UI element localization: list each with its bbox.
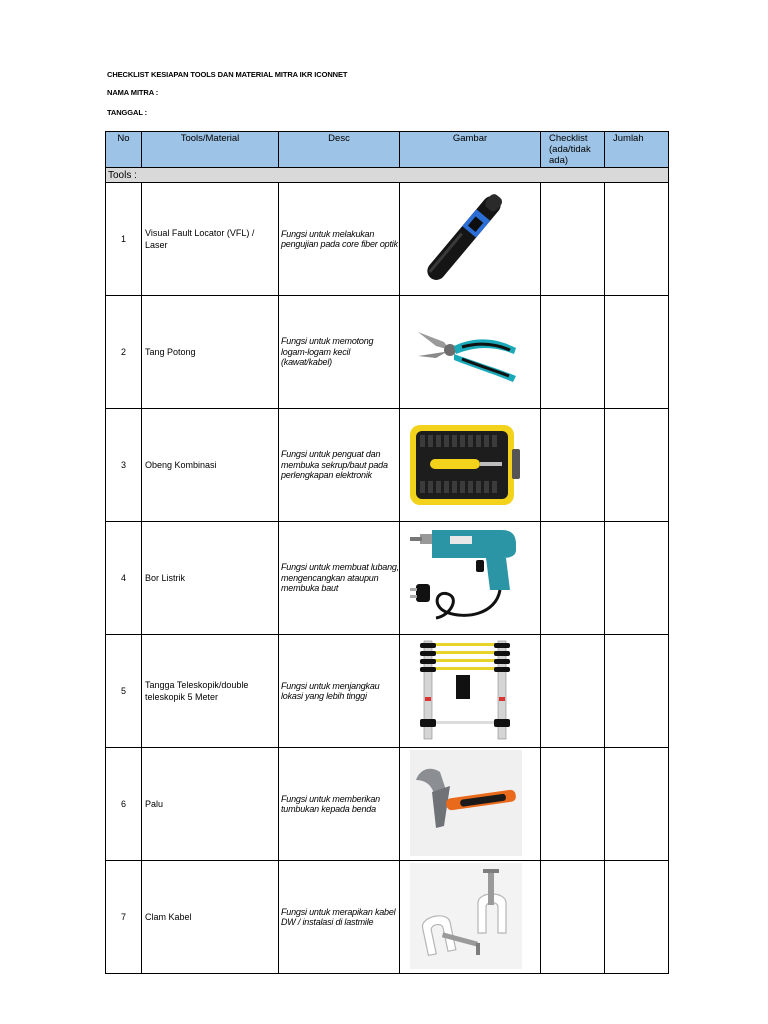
table-header-row xyxy=(106,132,669,168)
vfl-laser-pen-icon xyxy=(406,185,522,291)
tool-desc: Fungsi untuk memotong logam-logam kecil (kawat/kabel) xyxy=(279,296,400,409)
jumlah-cell[interactable] xyxy=(605,522,669,635)
table-row xyxy=(106,183,669,296)
electric-drill-icon xyxy=(406,524,522,630)
col-header-gambar: Gambar xyxy=(400,132,541,168)
checklist-cell[interactable] xyxy=(541,635,605,748)
jumlah-cell[interactable] xyxy=(605,296,669,409)
screwdriver-set-icon xyxy=(406,411,522,517)
checklist-cell[interactable] xyxy=(541,183,605,296)
col-header-tools: Tools/Material xyxy=(142,132,279,168)
jumlah-cell[interactable] xyxy=(605,409,669,522)
tool-desc: Fungsi untuk menjangkau lokasi yang lebih tinggi xyxy=(279,635,400,748)
col-header-jumlah: Jumlah xyxy=(605,132,669,168)
tool-desc: Fungsi untuk membuat lubang, mengencangkan ataupun membuka baut xyxy=(279,522,400,635)
table-row xyxy=(106,522,669,635)
col-header-checklist: Checklist (ada/tidak ada) xyxy=(541,132,605,168)
row-number: 3 xyxy=(106,409,142,522)
nama-mitra-label: NAMA MITRA : xyxy=(107,88,159,97)
tool-desc: Fungsi untuk melakukan pengujian pada core fiber optik xyxy=(279,183,400,296)
tool-desc: Fungsi untuk penguat dan membuka sekrup/baut pada perlengkapan elektronik xyxy=(279,409,400,522)
telescopic-ladder-icon xyxy=(406,637,522,743)
tool-name: Obeng Kombinasi xyxy=(142,409,279,522)
table-row xyxy=(106,861,669,974)
row-number: 1 xyxy=(106,183,142,296)
checklist-cell[interactable] xyxy=(541,296,605,409)
col-header-desc: Desc xyxy=(279,132,400,168)
row-number: 2 xyxy=(106,296,142,409)
hammer-icon xyxy=(406,750,522,856)
tanggal-label: TANGGAL : xyxy=(107,108,148,117)
table-row xyxy=(106,635,669,748)
tool-name: Clam Kabel xyxy=(142,861,279,974)
col-header-no: No xyxy=(106,132,142,168)
section-tools-label: Tools : xyxy=(106,168,669,183)
jumlah-cell[interactable] xyxy=(605,635,669,748)
jumlah-cell[interactable] xyxy=(605,183,669,296)
checklist-cell[interactable] xyxy=(541,861,605,974)
checklist-cell[interactable] xyxy=(541,748,605,861)
checklist-cell[interactable] xyxy=(541,522,605,635)
jumlah-cell[interactable] xyxy=(605,748,669,861)
table-row xyxy=(106,748,669,861)
jumlah-cell[interactable] xyxy=(605,861,669,974)
document-title: CHECKLIST KESIAPAN TOOLS DAN MATERIAL MITRA IKR ICONNET xyxy=(107,70,348,79)
table-row xyxy=(106,296,669,409)
table-row xyxy=(106,409,669,522)
tool-name: Palu xyxy=(142,748,279,861)
tool-name: Bor Listrik xyxy=(142,522,279,635)
row-number: 7 xyxy=(106,861,142,974)
cable-clamp-icon xyxy=(406,863,522,969)
row-number: 4 xyxy=(106,522,142,635)
tool-desc: Fungsi untuk memberikan tumbukan kepada benda xyxy=(279,748,400,861)
tool-name: Visual Fault Locator (VFL) / Laser xyxy=(142,183,279,296)
checklist-table xyxy=(105,131,669,974)
row-number: 6 xyxy=(106,748,142,861)
cutting-pliers-icon xyxy=(406,298,522,404)
checklist-cell[interactable] xyxy=(541,409,605,522)
tool-name: Tang Potong xyxy=(142,296,279,409)
row-number: 5 xyxy=(106,635,142,748)
tool-desc: Fungsi untuk merapikan kabel DW / instalasi di lastmile xyxy=(279,861,400,974)
tool-name: Tangga Teleskopik/double teleskopik 5 Meter xyxy=(142,635,279,748)
